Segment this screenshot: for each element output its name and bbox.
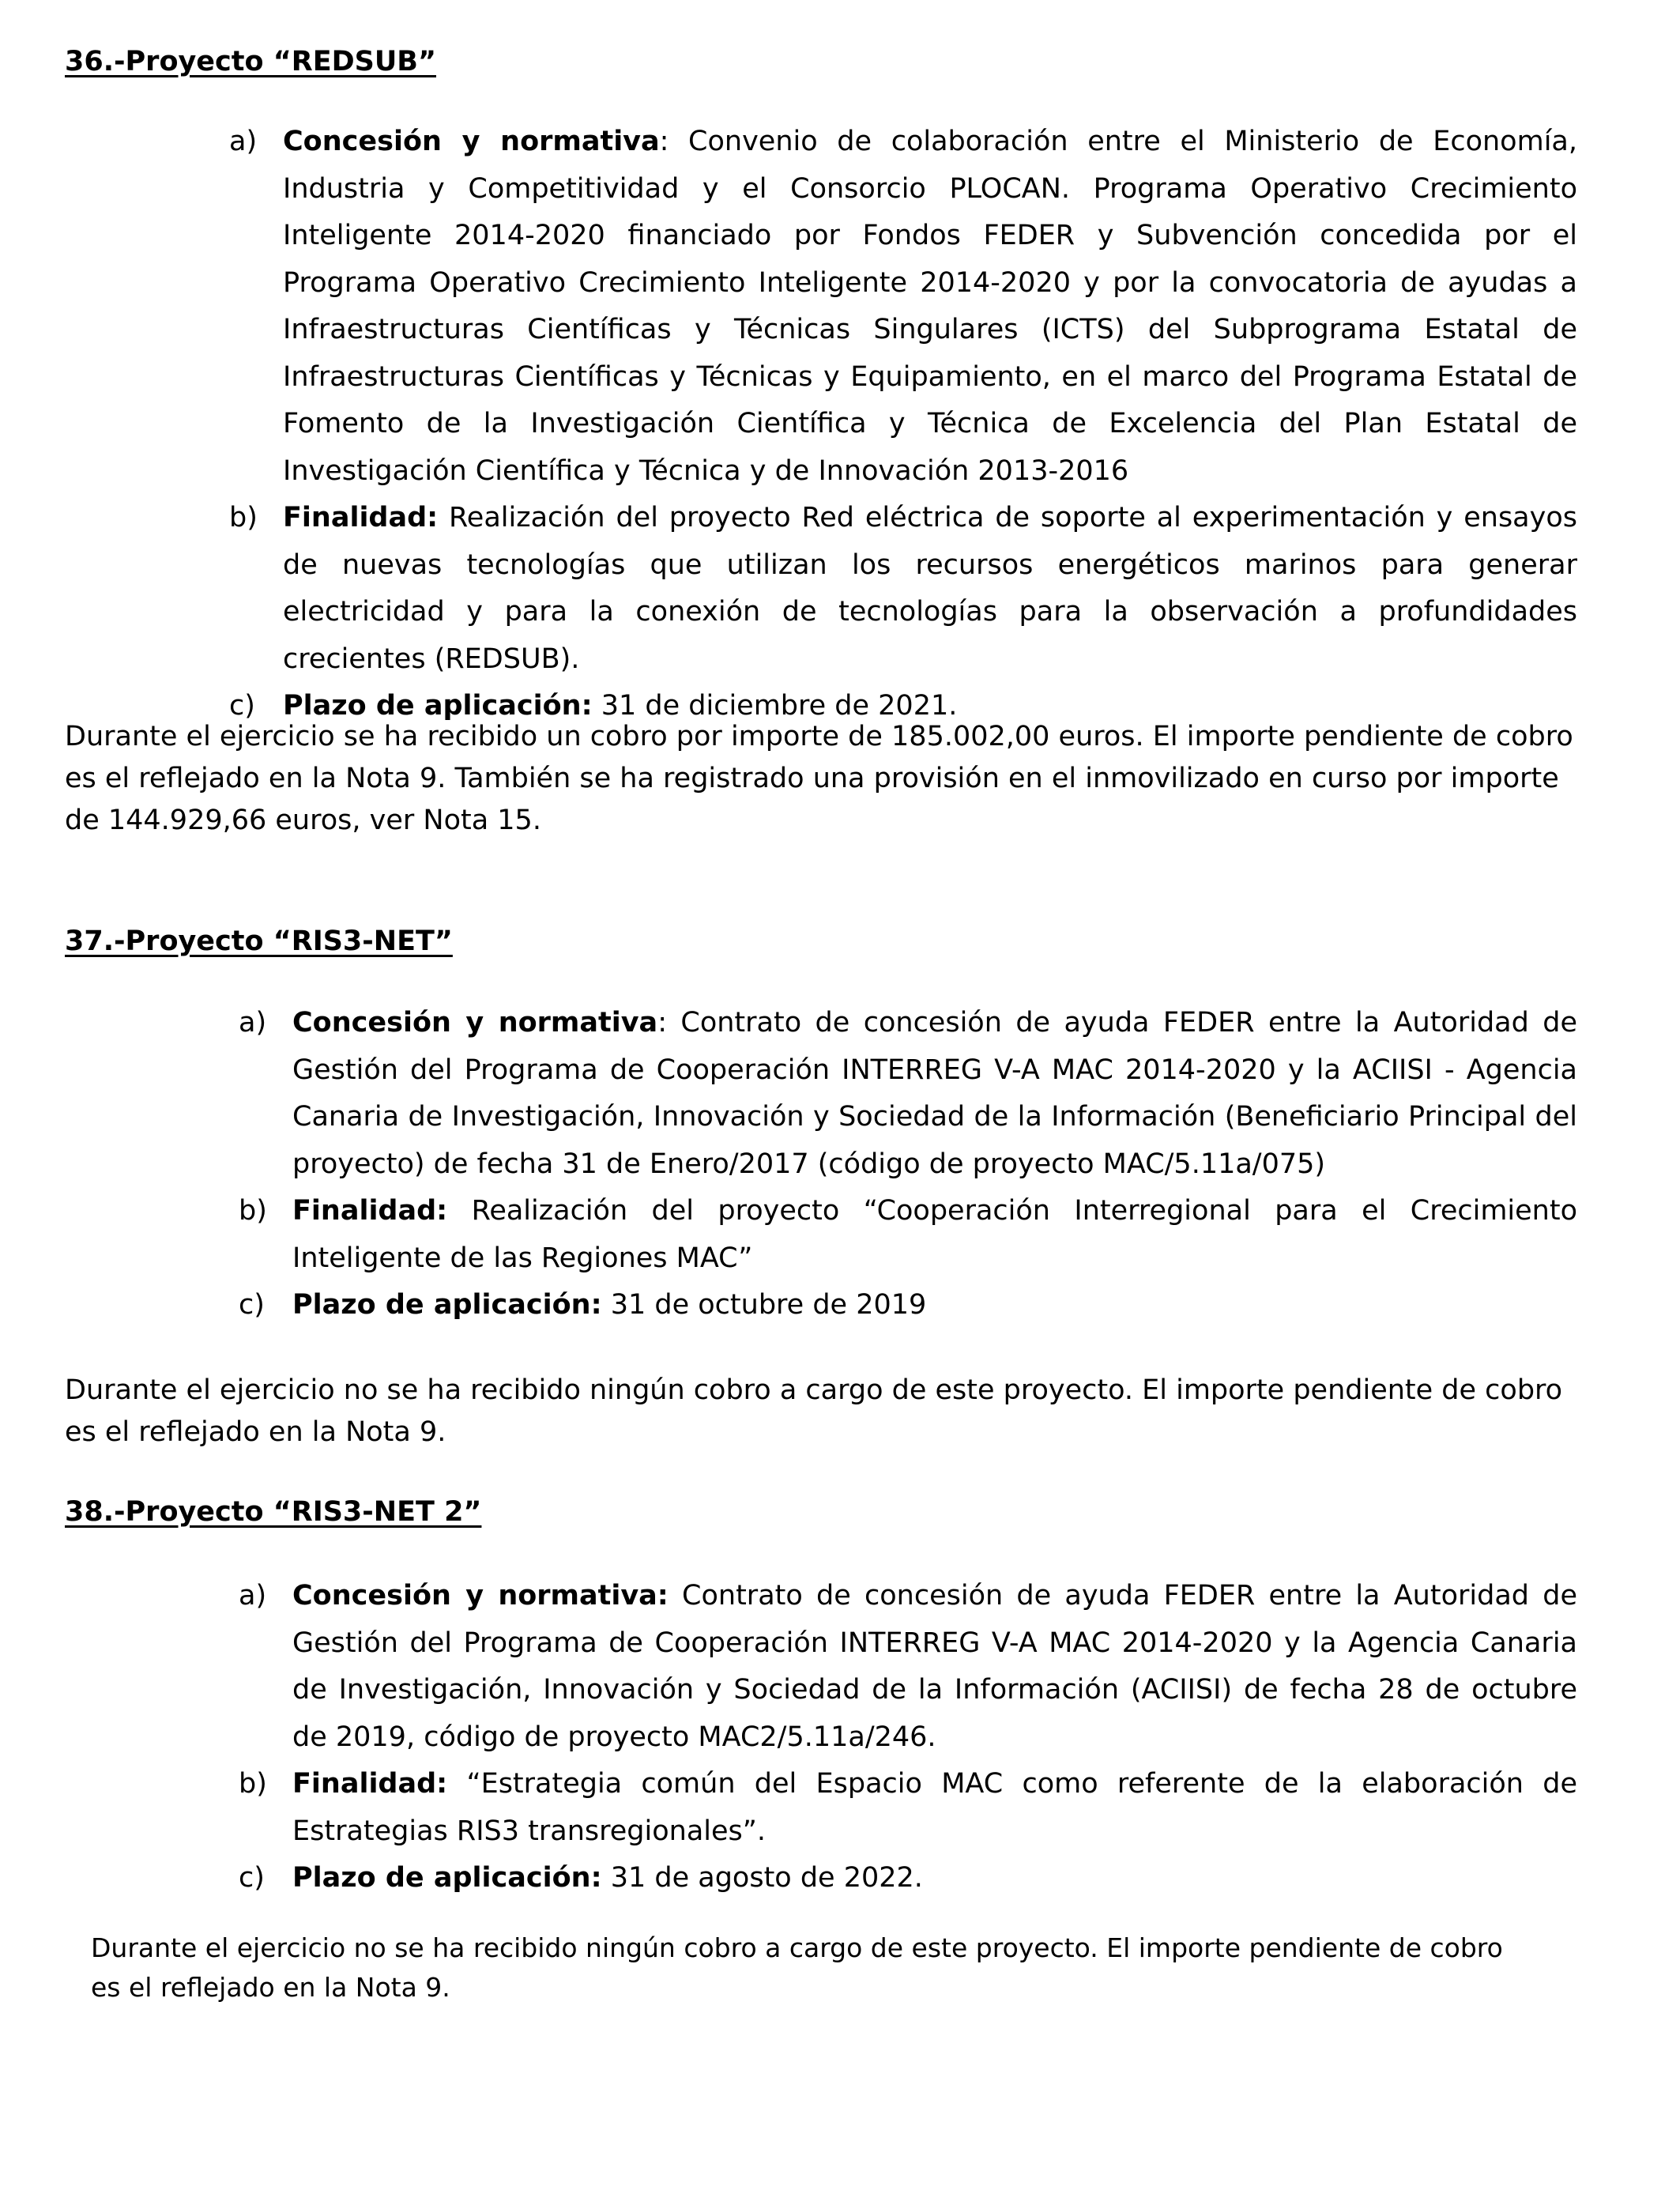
- list-item-concesion: [239, 1000, 1578, 1188]
- item-text: 31 de agosto de 2022.: [601, 1862, 923, 1894]
- item-label: Finalidad:: [292, 1195, 448, 1227]
- item-text: Realización del proyecto Red eléctrica de soporte al experimentación y ensayos de nuevas tecnologías que utilizan los recursos energéticos marinos para generar electricidad y para la conexión de tecnologías para la observación a profundidades crecientes (REDSUB).: [283, 502, 1577, 675]
- list-marker: a): [229, 126, 258, 157]
- section-heading-37: 37.-Proyecto “RIS3-NET”: [65, 925, 453, 957]
- section-36-list: [229, 119, 1577, 730]
- list-marker: c): [239, 1862, 265, 1894]
- item-label: Finalidad:: [292, 1768, 448, 1800]
- item-text: “Estrategia común del Espacio MAC como referente de la elaboración de Estrategias RIS3 transregionales”.: [292, 1768, 1577, 1847]
- list-item-finalidad: [229, 495, 1577, 683]
- item-label: Plazo de aplicación:: [292, 1862, 602, 1894]
- section-heading-38: 38.-Proyecto “RIS3-NET 2”: [65, 1496, 482, 1528]
- list-marker: b): [239, 1768, 267, 1800]
- item-text: : Contrato de concesión de ayuda FEDER entre la Autoridad de Gestión del Programa de Cooperación INTERREG V-A MAC 2014-2020 y la ACIISI - Agencia Canaria de Investigación, Innovación y Sociedad de la Información (Beneficiario Principal del proyecto) de fecha 31 de Enero/2017 (código de proyecto MAC/5.11a/075): [292, 1007, 1578, 1180]
- list-item-concesion: [239, 1573, 1577, 1761]
- list-marker: c): [229, 690, 255, 722]
- section-37-paragraph: Durante el ejercicio no se ha recibido ningún cobro a cargo de este proyecto. El importe pendiente de cobro es el reflejado en la Nota 9.: [65, 1374, 1563, 1448]
- item-text: 31 de diciembre de 2021.: [592, 690, 958, 722]
- section-37-list: [239, 1000, 1578, 1329]
- list-item-plazo: [239, 1282, 1577, 1329]
- list-marker: c): [239, 1289, 265, 1321]
- list-item-concesion: [229, 119, 1577, 495]
- item-text: Realización del proyecto “Cooperación Interregional para el Crecimiento Inteligente de las Regiones MAC”: [292, 1195, 1577, 1274]
- section-38-paragraph: Durante el ejercicio no se ha recibido ningún cobro a cargo de este proyecto. El importe pendiente de cobro es el reflejado en la Nota 9.: [91, 1932, 1503, 2003]
- list-item-plazo: [239, 1855, 1577, 1902]
- list-item-finalidad: [239, 1761, 1577, 1855]
- item-text: : Convenio de colaboración entre el Ministerio de Economía, Industria y Competitividad y el Consorcio PLOCAN. Programa Operativo Crecimiento Inteligente 2014-2020 financiado por Fondos FEDER y Subvención concedida por el Programa Operativo Crecimiento Inteligente 2014-2020 y por la convocatoria de ayudas a Infraestructuras Científicas y Técnicas Singulares (ICTS) del Subprograma Estatal de Infraestructuras Científicas y Técnicas y Equipamiento, en el marco del Programa Estatal de Fomento de la Investigación Científica y Técnica de Excelencia del Plan Estatal de Investigación Científica y Técnica y de Innovación 2013-2016: [283, 126, 1577, 487]
- item-label: Plazo de aplicación:: [283, 690, 593, 722]
- list-item-finalidad: [239, 1188, 1577, 1282]
- item-label: Finalidad:: [283, 502, 439, 533]
- list-marker: a): [239, 1580, 267, 1612]
- list-marker: b): [229, 502, 258, 533]
- item-text: 31 de octubre de 2019: [601, 1289, 927, 1321]
- item-label: Concesión y normativa:: [292, 1580, 669, 1612]
- item-label: Concesión y normativa: [283, 126, 660, 157]
- item-label: Concesión y normativa: [292, 1007, 658, 1039]
- section-36-paragraph: Durante el ejercicio se ha recibido un cobro por importe de 185.002,00 euros. El importe pendiente de cobro es el reflejado en la Nota 9. También se ha registrado una provisión en el inmovilizado en curso por importe de 144.929,66 euros, ver Nota 15.: [65, 721, 1573, 836]
- section-heading-36: 36.-Proyecto “REDSUB”: [65, 46, 436, 77]
- section-38-list: [239, 1573, 1577, 1902]
- list-marker: a): [239, 1007, 267, 1039]
- item-label: Plazo de aplicación:: [292, 1289, 602, 1321]
- item-text: Contrato de concesión de ayuda FEDER entre la Autoridad de Gestión del Programa de Cooperación INTERREG V-A MAC 2014-2020 y la Agencia Canaria de Investigación, Innovación y Sociedad de la Información (ACIISI) de fecha 28 de octubre de 2019, código de proyecto MAC2/5.11a/246.: [292, 1580, 1577, 1753]
- list-marker: b): [239, 1195, 267, 1227]
